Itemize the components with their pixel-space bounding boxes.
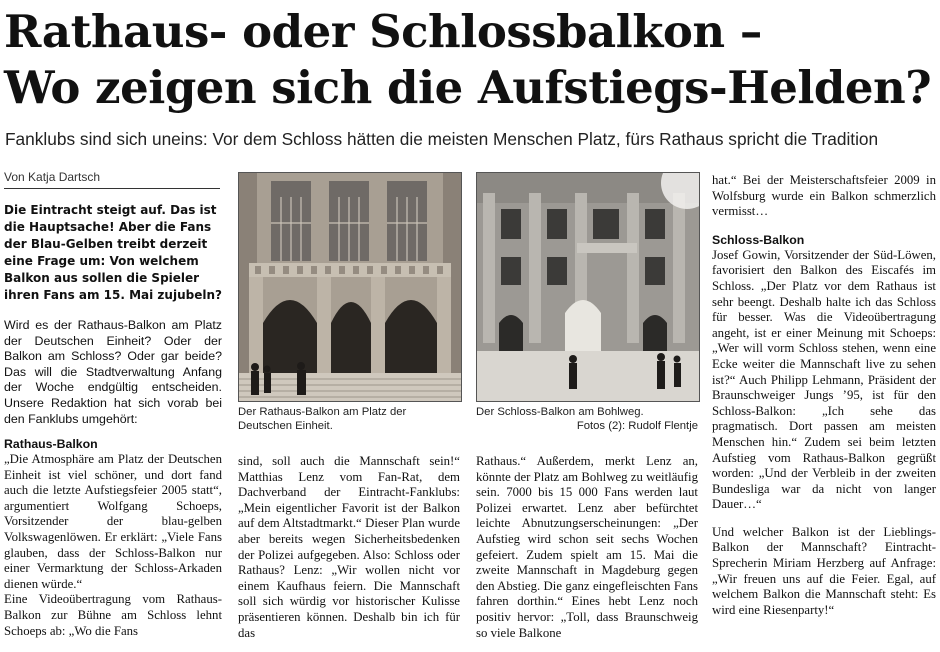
headline-line-1: Rathaus- oder Schlossbalkon – [4, 5, 762, 58]
article-column-1 [4, 436, 222, 639]
headline-line-2: Wo zeigen sich die Aufstiegs-Helden? [4, 61, 932, 114]
body-paragraph: Und welcher Balkon ist der Lieblings-Balkon der Mannschaft? Eintracht-Sprecherin Miriam Herzberg auf Anfrage: „Wir freuen uns auf die Feier. Egal, auf welchem Balkon die Mannschaft steht: Es wird eine Riesenparty!“ [712, 524, 936, 617]
body-paragraph: Rathaus.“ Außerdem, merkt Lenz an, könnte der Platz am Bohlweg zu weitläufig sein. 7000 bis 15 000 Fans werden laut Polizei erwartet. Lenz aber befürchtet leichte Abnutzungserscheinungen: „Der Aufstieg wird schon seit sechs Wochen gefeiert. Zudem spielt am 15. Mai die zweite Mannschaft in Magdeburg gegen den Abstieg. Die ganz eingefleischten Fans fahren dorthin.“ Eines hebt Lenz noch positiv hervor: „Toll, dass Braunschweig so viele Balkone [476, 454, 698, 640]
spacer [712, 220, 936, 232]
photo-rathaus-image [239, 173, 461, 401]
body-paragraph: Josef Gowin, Vorsitzender der Süd-Löwen, favorisiert den Balkon des Eiscafés im Schloss. „Der Platz vor dem Rathaus ist sehr beengt. Deshalb halte ich das Schloss für besser. Was die Videoübertragung angeht, ist er einer Meinung mit Schoeps: „Wer will vorm Schloss stehen, wenn eine Ecke weiter die Mannschaft live zu sehen ist?“ Auch Philipp Lehmann, Präsident der Braunschweiger Jungs ’95, ist für den Schloss-Balkon: „Ich sehe das pragmatisch. Dort passen am meisten Menschen hin.“ Zudem sei beim letzten Aufstieg vom Rathaus-Balkon gegrüßt worden: „Und der Verbleib in der zweiten Bundesliga war da nicht von langer Dauer…“ [712, 247, 936, 512]
subheadline: Fanklubs sind sich uneins: Vor dem Schloss hätten die meisten Menschen Platz, fürs Rathaus spricht die Tradition [5, 129, 879, 149]
section-heading-rathaus: Rathaus-Balkon [4, 437, 98, 451]
body-paragraph: „Die Atmosphäre am Platz der Deutschen Einheit ist viel schöner, und dort fand auch die letzte Aufstiegsfeier 2005 statt“, argumentiert Wolfgang Schoeps, Vorsitzender der blau-gelben Volkswagenlöwen. Er erklärt: „Viele Fans glauben, dass der Schloss-Balkon nur einer Vermarktung der Schloss-Arkaden dienen würde.“ [4, 452, 222, 591]
caption-text: Der Schloss-Balkon am Bohlweg. [476, 406, 644, 418]
article-column-4 [712, 173, 936, 618]
article-column-3 [476, 454, 698, 641]
body-paragraph: Eine Videoübertragung vom Rathaus-Balkon zur Bühne am Schloss lehnt Schoeps ab: „Wo die Fans [4, 592, 222, 638]
photo-caption-schloss [476, 405, 698, 433]
photo-credit: Fotos (2): Rudolf Flentje [576, 420, 698, 432]
photo-rathaus [238, 172, 462, 402]
photo-schloss [476, 172, 700, 402]
intro-paragraph: Wird es der Rathaus-Balkon am Platz der Deutschen Einheit? Oder der Balkon am Schloss? Oder gar beide? Das will die Stadtverwaltung Anfang der Woche endgültig entscheiden. Unsere Redaktion hat sich vorab bei den Fanklubs umgehört: [4, 318, 222, 426]
body-paragraph: hat.“ Bei der Meisterschaftsfeier 2009 in Wolfsburg wurde ein Balkon schmerzlich vermisst… [712, 173, 936, 219]
body-paragraph: sind, soll auch die Mannschaft sein!“ Matthias Lenz vom Fan-Rat, dem Dachverband der Eintracht-Fanklubs: „Mein eigentlicher Favorit ist der Balkon auf dem Altstadtmarkt.“ Dieser Plan wurde aber bereits wegen Sicherheitsbedenken der Polizei aufgegeben. Also: Schloss oder Rathaus? Lenz: „Wir wollen nicht vor einem Kaufhaus feiern. Die Mannschaft soll sich würdig vor historischer Kulisse präsentieren können. Deshalb bin ich für das [238, 454, 460, 640]
photo-schloss-image [477, 173, 699, 401]
article-column-2 [238, 454, 460, 641]
headline [4, 4, 936, 116]
spacer [712, 513, 936, 525]
lead-paragraph: Die Eintracht steigt auf. Das ist die Hauptsache! Aber die Fans der Blau-Gelben treibt derzeit eine Frage um: Von welchem Balkon aus sollen die Spieler ihren Fans am 15. Mai zujubeln? [4, 203, 222, 302]
section-heading-schloss: Schloss-Balkon [712, 232, 805, 247]
byline: Von Katja Dartsch [4, 170, 220, 189]
photo-caption-rathaus: Der Rathaus-Balkon am Platz der Deutschen Einheit. [238, 406, 407, 432]
